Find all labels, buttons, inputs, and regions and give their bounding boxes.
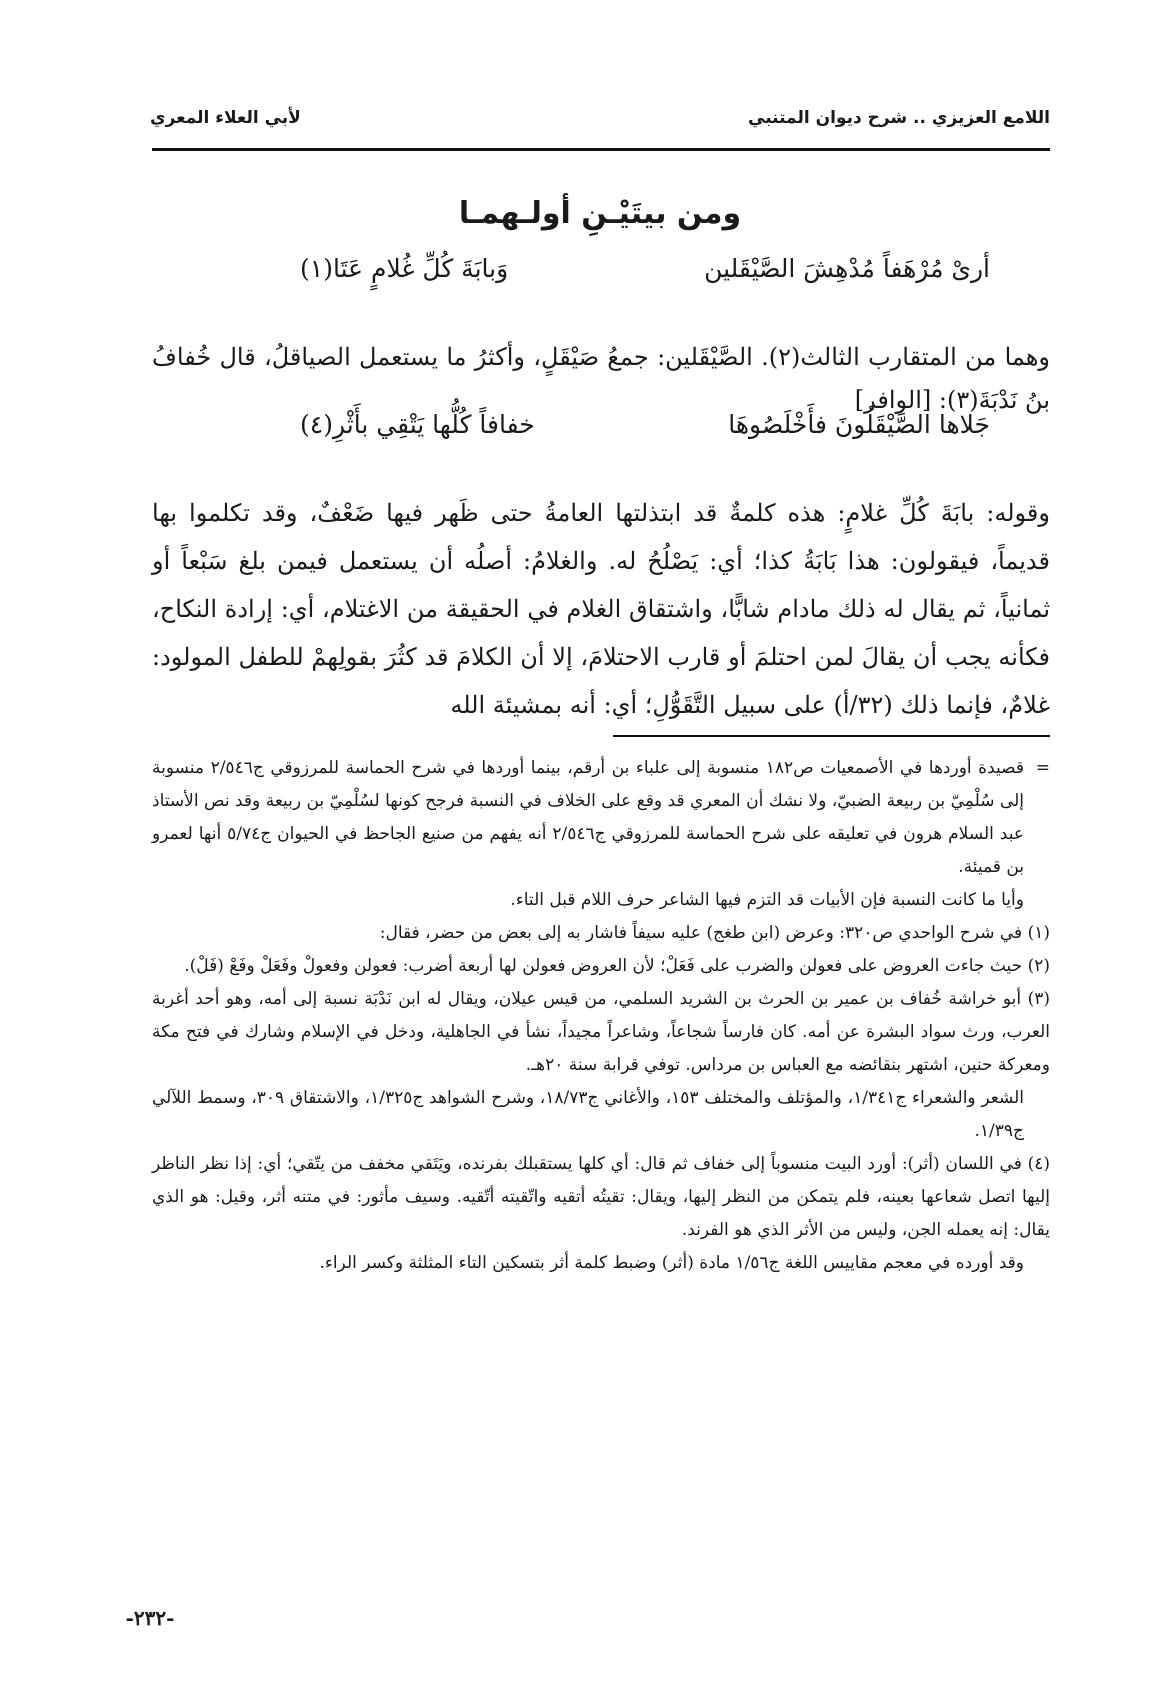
verse-2-first-hemistich: جَلاها الصَّيْقَلُونَ فأَخْلَصُوهَا <box>728 410 990 439</box>
poem-verse-2 <box>150 410 1050 439</box>
footnote-continuation-text: قصيدة أوردها في الأصمعيات ص١٨٢ منسوبة إلى علباء بن أرقم، بينما أوردها في شرح الحماسة للمرزوقي ج٢/٥٤٦ منسوبة إلى سُلْمِيّ بن ربيعة الضبيّ، ولا نشك أن المعري قد وقع على الخلاف في النسبة فرجح كونها لسُلْمِيّ بن ربيعة وقد نص الأستاذ عبد السلام هرون في تعليقه على شرح الحماسة للمرزوقي ج٢/٥٤٦ أنه يفهم من صنيع الجاحظ في الحيوان ج٥/٧٤ أنها لعمرو بن قميئة. <box>152 758 1025 877</box>
footnote-3-sources: الشعر والشعراء ج١/٣٤١، والمؤتلف والمختلف ١٥٣، والأغاني ج١٨/٧٣، وشرح الشواهد ج١/٣٢٥، والاشتقاق ٣٠٩، وسمط اللآلي ج١/٣٩. <box>152 1088 1025 1141</box>
verse-1-second-hemistich: وَبابَةَ كُلِّ غُلامٍ عَتَا(١) <box>300 254 509 283</box>
footnote-2: (٢) حيث جاءت العروض على فعولن والضرب على فَعَلْ؛ لأن العروض فعولن لها أربعة أضرب: فعولن وفعولْ وفَعَلْ وفَعْ (فَلْ). <box>184 956 1050 976</box>
footnote-separator <box>613 735 1050 737</box>
footnote-continuation <box>152 752 1050 884</box>
running-header <box>150 108 1050 128</box>
body-paragraph-1: وهما من المتقارب الثالث(٢). الصَّيْقَلين: جمعُ صَيْقَلٍ، وأكثرُ ما يستعمل الصياقلُ، قال خُفافُ بنُ نَدْبَةَ(٣): [الوافر] <box>152 343 1050 414</box>
continuation-mark: = <box>1035 758 1050 778</box>
header-rule <box>152 148 1050 151</box>
page-number: -٢٣٢- <box>125 1606 175 1630</box>
header-book-title: اللامع العزيزي .. شرح ديوان المتنبي <box>748 108 1050 128</box>
footnote-1: (١) في شرح الواحدي ص٣٢٠: وعرض (ابن طغج) عليه سيفاً فاشار به إلى بعض من حضر، فقال: <box>379 923 1050 943</box>
footnote-4: (٤) في اللسان (أثر): أورد البيت منسوباً إلى خفاف ثم قال: أي كلها يستقبلك بفرنده، ويَتَقي مخفف من يتّقي؛ أي: إذا نظر الناظر إليها اتصل شعاعها بعينه، فلم يتمكن من النظر إليها، ويقال: تقيتُه أتقيه واتّقيته أتّقيه. وسيف مأثور: في متنه أثر، وقيل: هو الذي يقال: إنه يعمله الجن، وليس من الأثر الذي هو الفرند. <box>152 1154 1050 1240</box>
footnote-3: (٣) أبو خراشة خُفاف بن عمير بن الحرث بن الشريد السلمي، من قيس عيلان، ويقال له ابن نَدْبَة نسبة إلى أمه، وهو أحد أغربة العرب، ورث سواد البشرة عن أمه. كان فارساً شجاعاً، وشاعراً مجيداً، نشأ في الجاهلية، ودخل في الإسلام وشارك في فتح مكة ومعركة حنين، اشتهر بنقائضه مع العباس بن مرداس. توفي قرابة سنة ٢٠هـ. <box>152 989 1050 1075</box>
section-title: ومن بيتَيْـنِ أولـهمـا <box>458 196 742 231</box>
body-paragraph-2: وقوله: بابَةَ كُلِّ غلامٍ: هذه كلمةٌ قد ابتذلتها العامةُ حتى ظَهر فيها ضَعْفٌ، وقد تكلموا بها قديماً، فيقولون: هذا بَابَةُ كذا؛ أي: يَصْلُحُ له. والغلامُ: أصلُه أن يستعمل فيمن بلغ سَبْعاً أو ثمانياً، ثم يقال له ذلك مادام شابًّا، واشتقاق الغلام في الحقيقة من الاغتلام، أي: إرادة النكاح، فكأنه يجب أن يقالَ لمن احتلمَ أو قارب الاحتلامَ، إلا أن الكلامَ قد كثُرَ بقولِهمْ للطفل المولود: غلامٌ، فإنما ذلك (٣٢/أ) على سبيل التَّقَوُّلِ؛ أي: أنه بمشيئة الله <box>152 499 1050 719</box>
header-author: لأبي العلاء المعري <box>150 108 301 128</box>
footnotes <box>152 752 1050 1280</box>
footnote-continuation-2: وأيا ما كانت النسبة فإن الأبيات قد التزم فيها الشاعر حرف اللام قبل التاء. <box>510 890 1024 910</box>
verse-1-first-hemistich: أرىْ مُرْهَفاً مُدْهِشَ الصَّيْقَلين <box>704 254 990 283</box>
verse-2-second-hemistich: خفافاً كُلُّها يَتْقِي بأَثْرِ(٤) <box>300 410 535 439</box>
footnote-4-continued: وقد أورده في معجم مقاييس اللغة ج١/٥٦ مادة (أثر) وضبط كلمة أثر بتسكين التاء المثلثة وكسر الراء. <box>319 1253 1024 1273</box>
poem-verse-1 <box>150 254 1050 283</box>
